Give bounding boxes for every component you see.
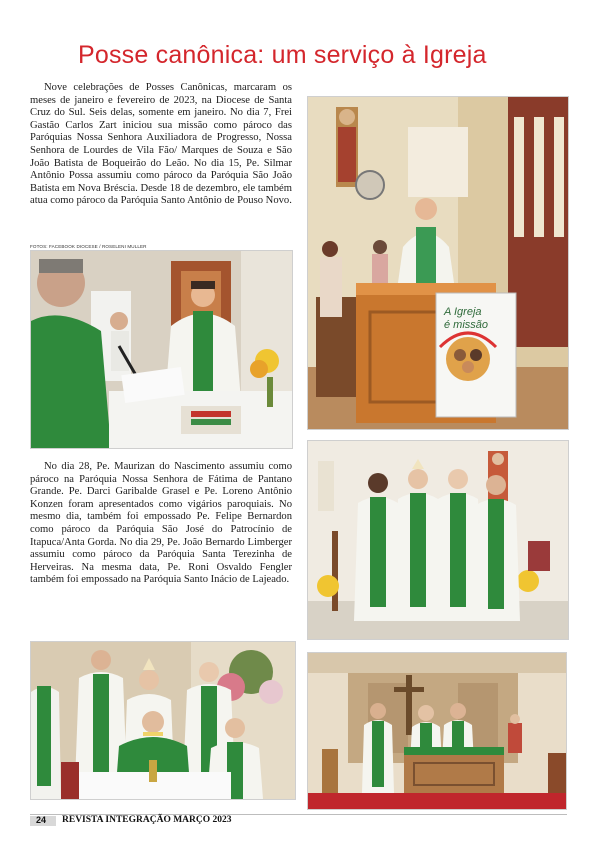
- article-paragraph-2: No dia 28, Pe. Maurizan do Nascimento assumiu como pároco na Paróquia Nossa Senhora de Fátima de Pantano Grande. Pe. Darci Garibalde Grasel e Pe. Loreno Antônio Konzen foram apresentados como vigários paroquiais. No mesmo dia, também foi empossado Pe. Felipe Bernardon como pároco da Paróquia São José do Patrocínio de Itapuca/Anta Gorda. No dia 29, Pe. João Bernardo Limberger assumiu como pároco da Paróquia Santa Terezinha de Herveiras. Na mesma data, Pe. Roni Osvaldo Fengler também foi empossado na Paróquia Santo Inácio de Lajeado.: [30, 461, 292, 586]
- photo-priest-at-lectern: [307, 96, 569, 430]
- photo-clergy-group-standing: [307, 440, 569, 640]
- article-paragraph-1: Nove celebrações de Posses Canônicas, marcaram os meses de janeiro e fevereiro de 2023, na Diocese de Santa Cruz do Sul. Seis delas, somente em janeiro. No dia 7, Frei Gastão Carlos Zart iniciou sua missão como pároco das Paróquias Nossa Senhora Auxiliadora de Progresso, Nossa Senhora de Lourdes de Vila Fão/ Marques de Souza e São João Batista de Boqueirão do Leão. No dia 15, Pe. Silmar Antônio Possa assumiu como pároco da Paróquia São João Batista em Nova Bréscia. Desde 18 de dezembro, ele também atua como pároco da Paróquia Santo Antônio de Pouso Novo.: [30, 82, 292, 207]
- magazine-issue: REVISTA INTEGRAÇÃO MARÇO 2023: [62, 815, 232, 825]
- page-number: 24: [36, 815, 47, 825]
- article-title: Posse canônica: um serviço à Igreja: [78, 41, 487, 69]
- photo-clergy-at-altar: [30, 641, 296, 800]
- photo-priest-with-microphone: [30, 250, 293, 449]
- photo-credit: FOTOS: FACEBOOK DIOCESE / ROSELENI MULLER: [30, 244, 147, 249]
- banner-line-2: é missão: [444, 319, 489, 331]
- banner-line-1: A Igreja: [444, 306, 482, 318]
- photo-sanctuary-altar: [307, 652, 567, 810]
